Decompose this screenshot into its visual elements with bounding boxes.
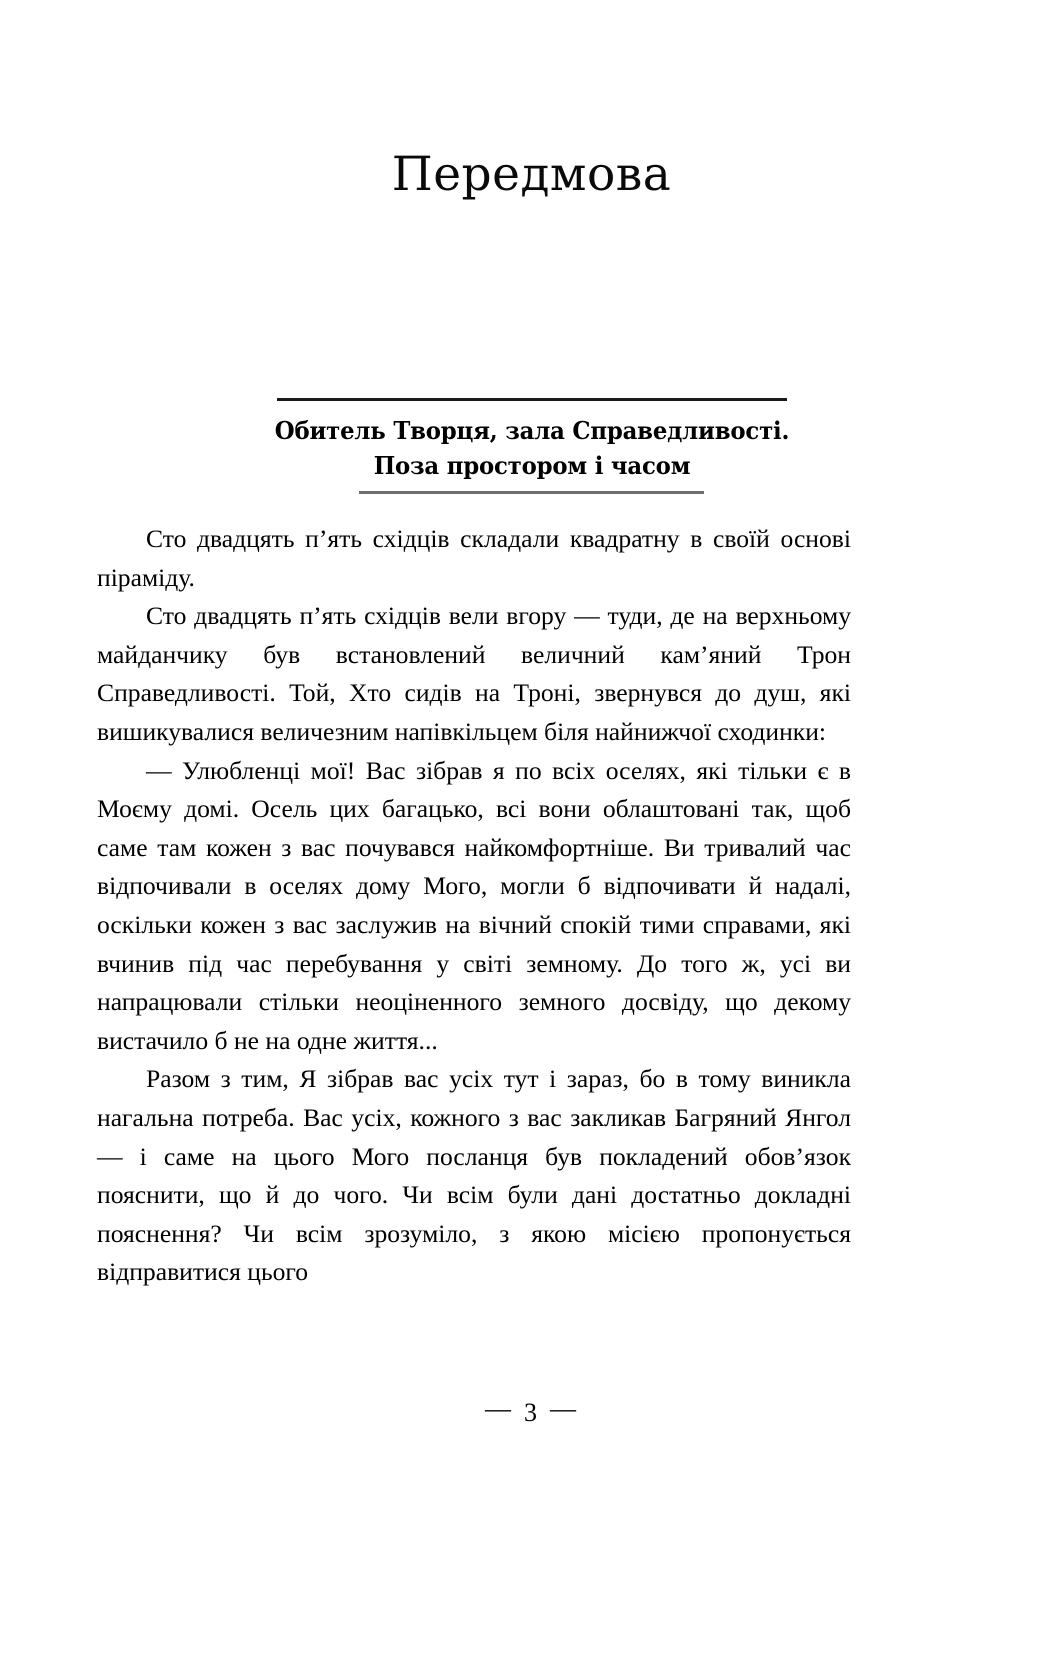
scene-heading-block — [0, 398, 1063, 494]
paragraph: Сто двадцять п’ять східців вели вгору — туди, де на верхньому майданчику був встановлений величний кам’яний Трон Справедливості. Той, Хто сидів на Троні, звернувся до душ, які вишикувалися величезним напівкільцем біля найнижчої сходинки: — [97, 601, 851, 746]
scene-heading-line-2: Поза простором і часом — [373, 450, 690, 480]
body-text — [97, 520, 851, 1292]
folio-dash-left: — — [485, 1394, 513, 1423]
paragraph: Разом з тим, Я зібрав вас усіх тут і зараз, бо в тому виникла нагальна потреба. Вас усіх, кожного з вас закликав Багряний Янгол — і саме на цього Мого посланця був покладений обов’язок пояснити, що й до чого. Чи всім були дані достатньо докладні пояснення? Чи всім зрозуміло, з якою місією пропонується відправитися цього — [97, 1064, 851, 1287]
scene-heading — [178, 401, 885, 484]
folio-number: 3 — [524, 1398, 539, 1427]
paragraph: — Улюбленці мої! Вас зібрав я по всіх оселях, які тільки є в Моєму домі. Осель цих багацько, всі вони облаштовані так, щоб саме там кожен з вас почувався найкомфортніше. Ви тривалий час відпочивали в оселях дому Мого, могли б відпочивати й надалі, оскільки кожен з вас заслужив на вічний спокій тими справами, які вчинив під час перебування у світі земному. До того ж, усі ви напрацювали стільки неоціненного земного досвіду, що декому вистачило б не на одне життя... — [97, 755, 851, 1055]
scene-heading-line-1: Обитель Творця, зала Справедливості. — [274, 416, 789, 445]
divider-rule-bottom — [359, 491, 704, 494]
paragraph: Сто двадцять п’ять східців складали квадратну в своїй основі піраміду. — [97, 524, 851, 592]
folio-dash-right: — — [550, 1394, 578, 1423]
page-number-footer — [0, 1394, 1063, 1428]
page-title: Передмова — [391, 147, 672, 203]
